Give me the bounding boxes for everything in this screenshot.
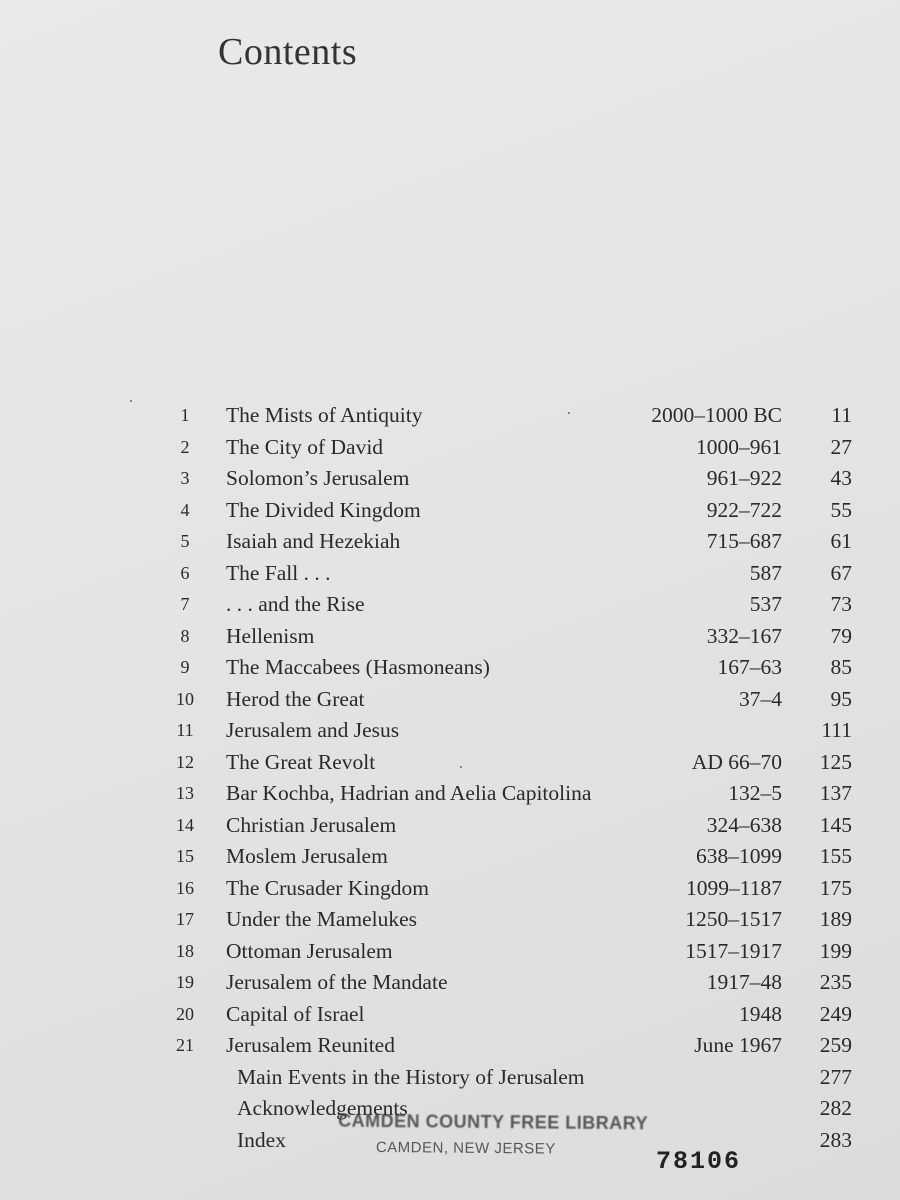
chapter-dates: 2000–1000 BC	[651, 403, 782, 427]
page-number: 73	[830, 592, 852, 616]
page-number: 67	[830, 560, 852, 585]
page-number: 235	[819, 970, 852, 994]
page-number: 175	[819, 875, 852, 900]
page-number: 145	[819, 812, 852, 837]
table-of-contents	[0, 400, 900, 1156]
page-number: 95	[830, 686, 852, 711]
chapter-title: Bar Kochba, Hadrian and Aelia Capitolina	[226, 781, 592, 805]
paper-speck	[460, 766, 462, 768]
chapter-title: Isaiah and Hezekiah	[226, 529, 401, 553]
chapter-dates: 167–63	[717, 655, 782, 679]
chapter-title: The Great Revolt	[226, 749, 376, 774]
toc-entry	[0, 652, 900, 684]
page-number: 155	[819, 844, 852, 868]
page-number: 55	[830, 497, 852, 522]
toc-entry	[0, 621, 900, 653]
chapter-title: The Crusader Kingdom	[226, 875, 430, 900]
chapter-title: Jerusalem of the Mandate	[226, 970, 448, 994]
toc-entry	[0, 589, 900, 621]
chapter-dates: 1099–1187	[686, 875, 782, 900]
toc-entry	[0, 463, 900, 495]
chapter-list	[0, 400, 900, 1062]
chapter-dates: AD 66–70	[691, 749, 782, 774]
toc-entry	[0, 400, 900, 432]
chapter-title: The Fall . . .	[226, 560, 331, 585]
toc-entry	[0, 999, 900, 1031]
chapter-number: 18	[176, 940, 194, 961]
chapter-dates: 132–5	[728, 781, 782, 805]
page-number: 61	[830, 529, 852, 553]
chapter-number: 19	[176, 972, 194, 992]
page-number: 189	[819, 907, 852, 931]
toc-entry	[0, 558, 900, 590]
chapter-dates: 587	[749, 560, 782, 585]
toc-entry	[0, 936, 900, 968]
section-title: Index	[237, 1127, 286, 1152]
page-number: 199	[819, 938, 852, 963]
toc-entry	[0, 841, 900, 873]
chapter-number: 21	[176, 1035, 194, 1055]
stamp-line-library: CAMDEN COUNTY FREE LIBRARY	[338, 1110, 649, 1134]
paper-speck	[568, 412, 570, 414]
library-stamp	[338, 1111, 648, 1160]
page-number: 249	[819, 1001, 852, 1026]
chapter-number: 7	[180, 594, 190, 614]
chapter-title: Ottoman Jerusalem	[226, 938, 393, 963]
chapter-number: 4	[180, 499, 190, 520]
chapter-title: Christian Jerusalem	[226, 812, 397, 837]
chapter-dates: June 1967	[694, 1033, 782, 1057]
accession-number: 78106	[656, 1147, 742, 1176]
chapter-title: Herod the Great	[226, 686, 365, 711]
chapter-dates: 922–722	[706, 497, 782, 522]
chapter-number: 14	[176, 814, 194, 835]
toc-entry-back-matter	[0, 1062, 900, 1094]
toc-entry	[0, 778, 900, 810]
chapter-number: 16	[176, 877, 194, 898]
chapter-dates: 37–4	[739, 686, 782, 711]
chapter-dates: 537	[749, 592, 782, 616]
page-number: 85	[830, 655, 852, 679]
chapter-dates: 1517–1917	[685, 938, 782, 963]
toc-entry	[0, 1030, 900, 1062]
page-number: 125	[819, 749, 852, 774]
chapter-number: 13	[176, 783, 194, 803]
chapter-number: 20	[176, 1003, 194, 1024]
section-title: Acknowledgements	[237, 1096, 408, 1120]
chapter-dates: 332–167	[706, 623, 782, 648]
toc-entry	[0, 684, 900, 716]
chapter-number: 9	[180, 657, 190, 677]
page-number: 11	[831, 403, 852, 427]
page-number: 111	[821, 718, 852, 742]
chapter-number: 12	[176, 751, 194, 772]
chapter-title: The Maccabees (Hasmoneans)	[226, 655, 490, 679]
toc-entry	[0, 495, 900, 527]
toc-entry	[0, 432, 900, 464]
chapter-number: 17	[176, 909, 194, 929]
chapter-title: Under the Mamelukes	[226, 907, 418, 931]
chapter-title: Jerusalem Reunited	[226, 1033, 395, 1057]
page-number: 282	[819, 1096, 852, 1120]
chapter-title: . . . and the Rise	[226, 592, 365, 616]
chapter-title: Hellenism	[226, 623, 315, 648]
chapter-number: 11	[176, 720, 194, 740]
section-title: Main Events in the History of Jerusalem	[237, 1064, 585, 1089]
chapter-dates: 1000–961	[696, 434, 782, 459]
stamp-line-location: CAMDEN, NEW JERSEY	[375, 1138, 556, 1158]
page-title: Contents	[218, 31, 358, 73]
page-number: 27	[830, 434, 852, 459]
chapter-number: 8	[180, 625, 190, 646]
chapter-number: 10	[176, 688, 194, 709]
chapter-number: 15	[176, 846, 194, 866]
chapter-number: 2	[180, 436, 190, 457]
chapter-title: Jerusalem and Jesus	[226, 718, 400, 742]
page-number: 79	[830, 623, 852, 648]
chapter-title: Solomon’s Jerusalem	[226, 466, 410, 490]
chapter-dates: 324–638	[706, 812, 782, 837]
toc-entry	[0, 873, 900, 905]
toc-entry	[0, 904, 900, 936]
chapter-number: 5	[180, 531, 190, 551]
page-number: 277	[819, 1064, 852, 1089]
toc-entry	[0, 747, 900, 779]
toc-entry	[0, 967, 900, 999]
chapter-number: 3	[180, 468, 190, 488]
chapter-dates: 715–687	[706, 529, 782, 553]
chapter-dates: 1250–1517	[685, 907, 782, 931]
chapter-number: 1	[180, 405, 190, 425]
chapter-number: 6	[180, 562, 190, 583]
chapter-title: Moslem Jerusalem	[226, 844, 388, 868]
chapter-dates: 1917–48	[706, 970, 782, 994]
toc-entry	[0, 810, 900, 842]
page-number: 137	[819, 781, 852, 805]
paper-speck	[130, 400, 132, 402]
chapter-title: Capital of Israel	[226, 1001, 365, 1026]
page-number: 259	[819, 1033, 852, 1057]
page-number: 283	[819, 1127, 852, 1152]
chapter-title: The Divided Kingdom	[226, 497, 421, 522]
chapter-dates: 1948	[739, 1001, 782, 1026]
chapter-dates: 638–1099	[696, 844, 782, 868]
toc-entry	[0, 715, 900, 747]
chapter-title: The Mists of Antiquity	[226, 403, 423, 427]
page-number: 43	[830, 466, 852, 490]
chapter-title: The City of David	[226, 434, 384, 459]
toc-entry	[0, 526, 900, 558]
chapter-dates: 961–922	[706, 466, 782, 490]
